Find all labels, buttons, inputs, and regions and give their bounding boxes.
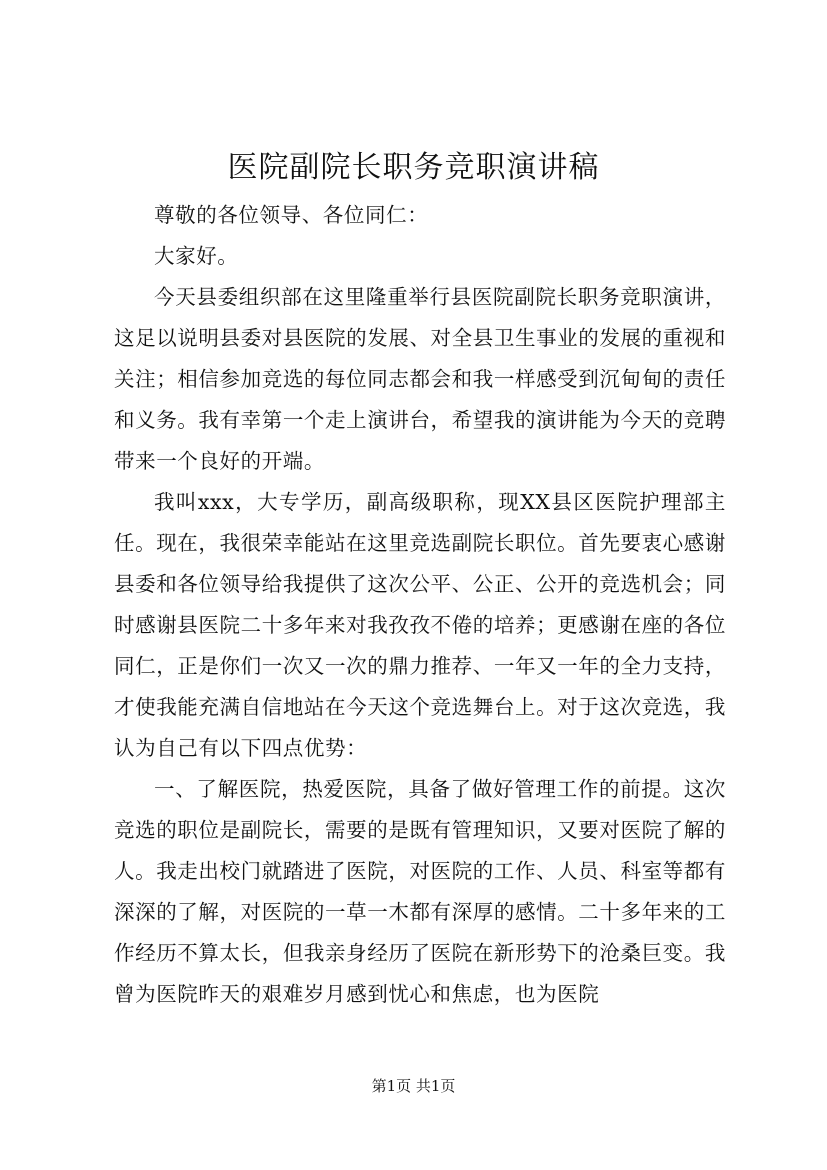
document-title: 医院副院长职务竞职演讲稿 [227,150,600,185]
paragraph-intro: 今天县委组织部在这里隆重举行县医院副院长职务竞职演讲，这足以说明县委对县医院的发展、对全县卫生事业的发展的重视和关注；相信参加竞选的每位同志都会和我一样感受到沉甸甸的责任和义务。我有幸第一个走上演讲台，希望我的演讲能为今天的竞聘带来一个良好的开端。 [114,285,726,473]
document-body [114,195,726,1015]
paragraph-self-introduction: 我叫xxx，大专学历，副高级职称，现XX县区医院护理部主任。现在，我很荣幸能站在这里竞选副院长职位。首先要衷心感谢县委和各位领导给我提供了这次公平、公正、公开的竞选机会；同时感谢县医院二十多年来对我孜孜不倦的培养；更感谢在座的各位同仁，正是你们一次又一次的鼎力推荐、一年又一年的全力支持，才使我能充满自信地站在今天这个竞选舞台上。对于这次竞选，我认为自己有以下四点优势： [114,490,726,760]
greeting: 大家好。 [154,244,239,268]
salutation: 尊敬的各位领导、各位同仁： [154,203,429,227]
paragraph-advantage-one: 一、了解医院，热爱医院，具备了做好管理工作的前提。这次竞选的职位是副院长，需要的是既有管理知识，又要对医院了解的人。我走出校门就踏进了医院，对医院的工作、人员、科室等都有深深的了解，对医院的一草一木都有深厚的感情。二十多年来的工作经历不算太长，但我亲身经历了医院在新形势下的沧桑巨变。我曾为医院昨天的艰难岁月感到忧心和焦虑，也为医院 [114,777,726,1006]
page-footer: 第1页 共1页 [371,1077,456,1095]
